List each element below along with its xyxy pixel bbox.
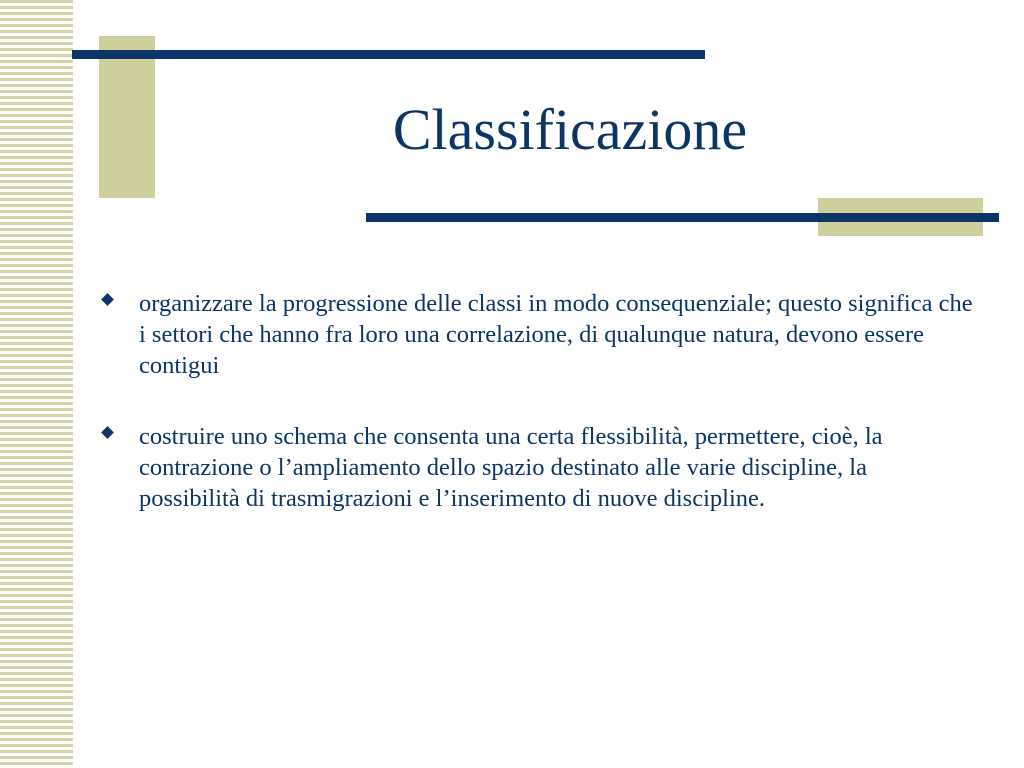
decorative-accent-block-left: [99, 36, 155, 198]
slide-title: Classificazione: [392, 97, 748, 162]
diamond-bullet-icon: [101, 293, 114, 306]
bullet-item: [103, 421, 973, 514]
bullet-list: [103, 288, 973, 554]
decorative-stripes: [0, 0, 73, 768]
bullet-text: organizzare la progressione delle classi in modo consequenziale; questo significa che i settori che hanno fra loro una correlazione, di qualunque natura, devono essere contigui: [139, 290, 973, 379]
bullet-text: costruire uno schema che consenta una certa flessibilità, permettere, cioè, la contrazione o l’ampliamento dello spazio destinato alle varie discipline, la possibilità di trasmigrazioni e l’inserimento di nuove discipline.: [139, 423, 883, 512]
diamond-bullet-icon: [101, 426, 114, 439]
decorative-rule-top: [72, 50, 705, 59]
bullet-item: [103, 288, 973, 381]
decorative-rule-bottom: [366, 213, 999, 222]
